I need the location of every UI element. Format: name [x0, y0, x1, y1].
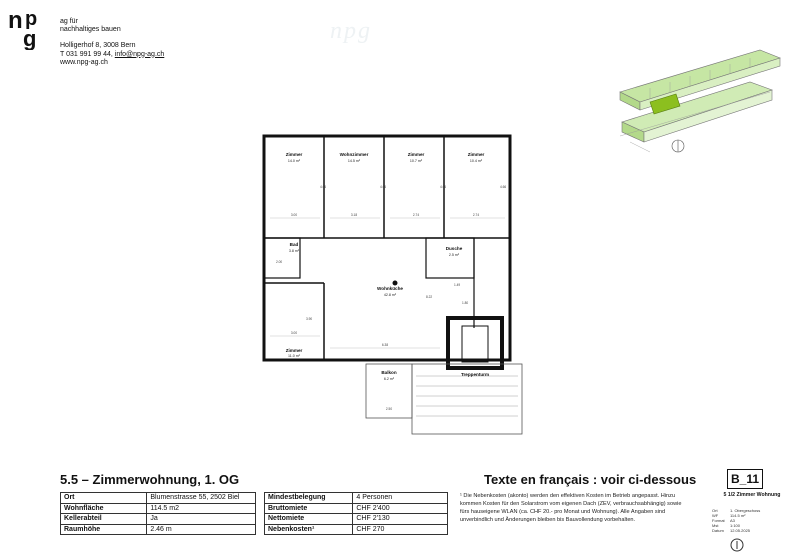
dim-8: 4.66 [500, 185, 507, 189]
svg-text:p: p [25, 8, 38, 30]
building-keyplan [610, 10, 790, 160]
tagline-line2: nachhaltiges bauen [60, 26, 121, 33]
meta-row: Ort 1. Obergeschoss [712, 508, 761, 513]
dim-3: 2.74 [412, 213, 420, 217]
meta-row: Format A3 [712, 518, 735, 523]
meta-row: Mst 1:100 [712, 523, 741, 528]
table-row [265, 503, 448, 514]
table-row [265, 493, 448, 504]
room-area-5: 3.8 m² [288, 249, 300, 253]
dim-15: 1.49 [454, 283, 461, 287]
watermark-logo: npg [330, 18, 372, 44]
address-contact [60, 51, 164, 60]
room-label-5: Bad [289, 242, 299, 247]
dim-12: 8.22 [426, 295, 433, 299]
company-tagline [60, 18, 121, 34]
room-area-9: 6.2 m² [383, 377, 395, 381]
table-row [61, 514, 256, 525]
plan-meta [712, 508, 760, 533]
svg-text:g: g [23, 26, 37, 50]
dim-13: 2.50 [385, 407, 393, 411]
address-web[interactable]: www.npg-ag.ch [60, 59, 108, 66]
table-value: Blumenstrasse 55, 2502 Biel [147, 493, 256, 504]
address-street: Holligerhof 8, 3008 Bern [60, 42, 136, 49]
room-area-1: 14.0 m² [287, 159, 301, 163]
table-key: Raumhöhe [61, 524, 147, 535]
table-value: 114.5 m2 [147, 503, 256, 514]
table-row [265, 524, 448, 535]
dim-4: 2.74 [472, 213, 480, 217]
footnote-text: ¹ Die Nebenkosten (akonto) werden den effektiven Kosten im Betrieb angepasst. Hinzu kommen Kosten für den Solarstrom vom eigenen Dach (ZEV, verbrauchsabhängig) sowie fürs hauseigene WLAN (ca. CHF 20.- pro Monat und Wohnung). Alle Angaben sind unverbindlich und Änderungen bleiben bis Bauvollendung vorbehalten. [460, 493, 682, 523]
room-label-1: Zimmer [285, 152, 303, 157]
table-value: CHF 2'400 [353, 503, 448, 514]
room-label-4: Zimmer [467, 152, 485, 157]
table-row [61, 503, 256, 514]
table-key: Ort [61, 493, 147, 504]
dim-5: 4.66 [320, 185, 327, 189]
unit-code-subtitle: 5 1/2 Zimmer Wohnung [723, 492, 781, 498]
room-area-7: 42.8 m² [383, 293, 397, 297]
dim-1: 3.00 [290, 213, 298, 217]
meta-row: WF 114.5 m² [712, 513, 746, 518]
table-key: Wohnfläche [61, 503, 147, 514]
room-label-8: Zimmer [285, 348, 303, 353]
table-value: CHF 2'130 [353, 514, 448, 525]
room-label-2: Wohnzimmer [339, 152, 369, 157]
address-email[interactable]: info@npg-ag.ch [114, 50, 165, 58]
table-value: 4 Personen [353, 493, 448, 504]
room-label-10: Treppenturm [460, 372, 490, 377]
unit-title: 5.5 – Zimmerwohnung, 1. OG [60, 472, 240, 487]
room-area-3: 10.7 m² [409, 159, 423, 163]
footer-logo-icon [730, 538, 744, 552]
rent-info-table [264, 492, 448, 535]
dim-7: 4.66 [440, 185, 447, 189]
dim-11: 6.38 [381, 343, 389, 347]
floor-plan [240, 128, 540, 438]
tagline-line1: ag für [60, 18, 78, 25]
room-area-8: 11.0 m² [288, 354, 300, 358]
unit-code-badge: B_11 [727, 469, 763, 489]
dim-10: 3.00 [290, 331, 298, 335]
plan-column-marker [393, 281, 398, 286]
dim-6: 4.66 [380, 185, 387, 189]
property-info-table [60, 492, 256, 535]
room-label-9: Balkon [381, 370, 397, 375]
dim-9: 2.00 [276, 260, 283, 264]
address-phone: T 031 991 99 44, [60, 50, 113, 58]
meta-row: Datum 12.05.2025 [712, 528, 751, 533]
company-address [60, 42, 164, 68]
table-key: Nebenkosten¹ [265, 524, 353, 535]
room-label-6: Dusche [445, 246, 463, 251]
room-label-7: Wohnküche [377, 286, 403, 291]
table-key: Bruttomiete [265, 503, 353, 514]
table-value: CHF 270 [353, 524, 448, 535]
table-key: Nettomiete [265, 514, 353, 525]
dim-16: 1.80 [462, 301, 469, 305]
dim-14: 3.90 [306, 317, 313, 321]
room-area-4: 10.4 m² [469, 159, 483, 163]
table-key: Mindestbelegung [265, 493, 353, 504]
french-note: Texte en français : voir ci-dessous [484, 472, 697, 487]
table-row [61, 524, 256, 535]
table-value: 2.46 m [147, 524, 256, 535]
table-value: Ja [147, 514, 256, 525]
table-row [265, 514, 448, 525]
room-area-6: 2.5 m² [448, 253, 460, 257]
room-area-2: 14.5 m² [347, 159, 361, 163]
room-label-3: Zimmer [407, 152, 425, 157]
dim-2: 3.18 [350, 213, 358, 217]
svg-text:n: n [8, 8, 23, 34]
table-row [61, 493, 256, 504]
npg-logo [8, 8, 52, 50]
table-key: Kellerabteil [61, 514, 147, 525]
